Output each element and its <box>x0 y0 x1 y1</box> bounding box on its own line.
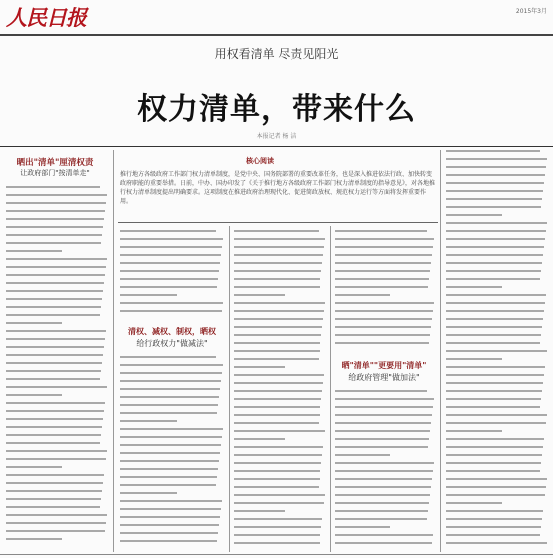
text-line <box>446 310 544 312</box>
text-line <box>6 498 101 500</box>
middle-subhead <box>118 326 226 350</box>
text-line <box>6 282 104 284</box>
text-line <box>446 262 542 264</box>
text-line <box>234 486 319 488</box>
text-line <box>234 438 285 440</box>
text-line <box>446 414 547 416</box>
text-line <box>335 270 430 272</box>
column-rule <box>229 226 230 552</box>
lead-title: 核心阅读 <box>246 157 274 165</box>
text-line <box>446 286 502 288</box>
text-line <box>446 350 547 352</box>
text-line <box>335 486 431 488</box>
masthead-logo: 人民日报 <box>6 5 86 30</box>
text-line <box>335 438 429 440</box>
text-line <box>6 234 102 236</box>
text-line <box>234 510 285 512</box>
text-line <box>446 406 540 408</box>
middle-subhead-subtitle: 给行政权力"做减法" <box>136 339 208 348</box>
text-line <box>120 278 218 280</box>
headline: 权力清单，带来什么 <box>137 92 416 127</box>
text-line <box>234 406 320 408</box>
text-line <box>446 190 543 192</box>
text-line <box>446 254 543 256</box>
text-line <box>6 410 104 412</box>
text-line <box>6 306 101 308</box>
text-line <box>335 422 431 424</box>
text-line <box>6 530 105 532</box>
text-line <box>446 478 547 480</box>
text-line <box>6 226 103 228</box>
text-line <box>446 390 542 392</box>
text-line <box>6 210 105 212</box>
text-line <box>234 262 322 264</box>
text-line <box>6 538 62 540</box>
text-line <box>6 482 103 484</box>
body-column-4a <box>335 230 435 354</box>
text-line <box>446 246 544 248</box>
text-line <box>335 414 432 416</box>
text-line <box>335 342 429 344</box>
text-line <box>446 158 547 160</box>
text-line <box>120 404 218 406</box>
byline: 本报记者 杨 洁 <box>256 133 297 140</box>
text-line <box>446 430 502 432</box>
text-line <box>120 516 220 518</box>
text-line <box>6 402 105 404</box>
header-rule <box>0 34 553 36</box>
text-line <box>446 486 546 488</box>
text-line <box>234 422 319 424</box>
text-line <box>446 366 545 368</box>
text-line <box>234 246 324 248</box>
text-line <box>234 470 320 472</box>
body-column-4b <box>335 390 435 552</box>
text-line <box>234 454 322 456</box>
text-line <box>446 214 502 216</box>
text-line <box>6 458 106 460</box>
column-rule <box>113 150 114 552</box>
left-subhead <box>2 158 108 178</box>
text-line <box>120 540 217 542</box>
text-line <box>446 278 540 280</box>
text-line <box>6 426 102 428</box>
text-line <box>446 222 547 224</box>
text-line <box>446 454 542 456</box>
text-line <box>446 422 546 424</box>
text-line <box>234 302 325 304</box>
left-subhead-title: 晒出"清单"厘清权责 <box>16 158 94 168</box>
text-line <box>335 318 432 320</box>
text-line <box>335 302 434 304</box>
text-line <box>335 478 432 480</box>
body-column-5 <box>446 150 548 552</box>
text-line <box>6 490 102 492</box>
text-line <box>6 378 100 380</box>
text-line <box>446 302 545 304</box>
text-line <box>446 438 544 440</box>
text-line <box>234 542 320 544</box>
text-line <box>446 470 540 472</box>
text-line <box>120 396 219 398</box>
text-line <box>234 350 320 352</box>
text-line <box>234 318 323 320</box>
text-line <box>446 198 542 200</box>
text-line <box>120 524 219 526</box>
text-line <box>446 502 502 504</box>
text-line <box>446 446 543 448</box>
text-line <box>6 290 103 292</box>
text-line <box>6 266 106 268</box>
text-line <box>335 510 428 512</box>
text-line <box>446 398 541 400</box>
text-line <box>6 394 62 396</box>
text-line <box>120 428 223 430</box>
column-rule <box>440 150 441 552</box>
text-line <box>120 468 218 470</box>
right-subhead-title: 晒"清单""更要用"清单" <box>341 361 427 370</box>
text-line <box>6 218 104 220</box>
lead-rule <box>118 222 438 223</box>
body-column-2b <box>120 356 224 552</box>
text-line <box>335 294 390 296</box>
text-line <box>335 230 427 232</box>
text-line <box>335 526 390 528</box>
text-line <box>6 322 62 324</box>
text-line <box>335 254 432 256</box>
text-line <box>120 444 221 446</box>
text-line <box>120 294 177 296</box>
text-line <box>6 370 101 372</box>
text-line <box>234 238 325 240</box>
text-line <box>335 542 432 544</box>
text-line <box>120 412 217 414</box>
text-line <box>335 454 390 456</box>
text-line <box>446 542 547 544</box>
text-line <box>234 326 322 328</box>
text-line <box>335 534 433 536</box>
body-column-2a <box>120 230 224 320</box>
text-line <box>6 506 100 508</box>
text-line <box>6 450 107 452</box>
text-line <box>335 406 433 408</box>
text-line <box>234 478 320 480</box>
text-line <box>6 202 106 204</box>
text-line <box>335 326 431 328</box>
text-line <box>335 246 433 248</box>
text-line <box>446 534 540 536</box>
text-line <box>6 386 107 388</box>
text-line <box>335 430 430 432</box>
text-line <box>446 462 541 464</box>
text-line <box>6 466 62 468</box>
text-line <box>446 294 546 296</box>
text-line <box>335 502 429 504</box>
text-line <box>234 310 324 312</box>
text-line <box>234 494 325 496</box>
text-line <box>335 334 430 336</box>
text-line <box>446 334 541 336</box>
text-line <box>446 270 541 272</box>
text-line <box>120 484 216 486</box>
text-line <box>6 186 100 188</box>
text-line <box>6 442 100 444</box>
text-line <box>120 476 217 478</box>
text-line <box>120 270 219 272</box>
text-line <box>446 526 541 528</box>
text-line <box>234 414 320 416</box>
text-line <box>234 382 323 384</box>
kicker: 用权看清单 尽责见阳光 <box>214 47 339 61</box>
text-line <box>6 434 101 436</box>
text-line <box>6 242 101 244</box>
text-line <box>120 380 221 382</box>
text-line <box>446 326 542 328</box>
lead-paragraph: 推行地方各级政府工作部门权力清单制度，是党中央、国务院部署的重要改革任务，也是深入推进依法行政、加快转变政府职能的重要举措。日前，中办、国办印发了《关于推行地方各级政府工作部门权力清单制度的指导意见》，对各地推行权力清单制度提出明确要求。这项制度在推进政府治理现代化、促进简政放权、规范权力运行等方面将发挥重要作用。 <box>120 171 436 205</box>
text-line <box>234 254 323 256</box>
text-line <box>446 182 544 184</box>
text-line <box>120 310 222 312</box>
body-column-1 <box>6 186 108 552</box>
text-line <box>234 230 319 232</box>
text-line <box>6 194 107 196</box>
text-line <box>120 286 217 288</box>
text-line <box>335 278 429 280</box>
text-line <box>446 230 546 232</box>
text-line <box>234 446 323 448</box>
text-line <box>234 334 321 336</box>
text-line <box>234 390 322 392</box>
text-line <box>446 342 540 344</box>
text-line <box>335 286 428 288</box>
text-line <box>335 262 431 264</box>
text-line <box>234 366 285 368</box>
text-line <box>335 462 434 464</box>
text-line <box>335 446 428 448</box>
text-line <box>446 318 543 320</box>
text-line <box>120 420 177 422</box>
text-line <box>120 436 222 438</box>
text-line <box>120 262 220 264</box>
middle-subhead-title: 清权、减权、制权，晒权 <box>128 327 216 336</box>
text-line <box>6 514 107 516</box>
text-line <box>120 532 218 534</box>
text-line <box>234 398 321 400</box>
text-line <box>234 534 320 536</box>
text-line <box>120 246 222 248</box>
text-line <box>335 310 433 312</box>
text-line <box>234 526 321 528</box>
text-line <box>120 302 223 304</box>
text-line <box>120 508 221 510</box>
text-line <box>446 166 546 168</box>
text-line <box>234 294 285 296</box>
issue-date: 2015年3月 <box>515 8 547 15</box>
text-line <box>120 254 221 256</box>
text-line <box>120 238 223 240</box>
text-line <box>335 390 427 392</box>
text-line <box>120 372 222 374</box>
text-line <box>446 518 542 520</box>
text-line <box>335 398 434 400</box>
text-line <box>234 430 325 432</box>
text-line <box>446 494 545 496</box>
text-line <box>6 418 103 420</box>
text-line <box>446 510 543 512</box>
text-line <box>234 342 320 344</box>
text-line <box>446 150 540 152</box>
bottom-rule <box>0 554 553 555</box>
text-line <box>234 374 324 376</box>
text-line <box>6 250 62 252</box>
text-line <box>234 518 322 520</box>
text-line <box>446 382 543 384</box>
text-line <box>120 460 219 462</box>
text-line <box>6 274 105 276</box>
text-line <box>446 174 545 176</box>
text-line <box>6 474 104 476</box>
left-subhead-subtitle: 让政府部门"按清单走" <box>20 169 90 177</box>
text-line <box>6 330 106 332</box>
text-line <box>120 230 216 232</box>
text-line <box>234 358 319 360</box>
text-line <box>335 238 434 240</box>
text-line <box>6 258 107 260</box>
right-subhead <box>330 360 438 384</box>
text-line <box>234 286 320 288</box>
text-line <box>6 338 105 340</box>
text-line <box>446 358 502 360</box>
text-line <box>120 388 220 390</box>
text-line <box>234 502 324 504</box>
text-line <box>120 500 222 502</box>
text-line <box>446 206 541 208</box>
headline-rule <box>0 146 553 147</box>
column-rule <box>330 226 331 552</box>
body-column-3 <box>234 230 326 552</box>
text-line <box>335 518 427 520</box>
text-line <box>6 298 102 300</box>
text-line <box>6 522 106 524</box>
text-line <box>6 346 104 348</box>
text-line <box>6 314 100 316</box>
text-line <box>335 470 433 472</box>
text-line <box>446 238 545 240</box>
text-line <box>234 278 320 280</box>
text-line <box>120 364 223 366</box>
text-line <box>234 270 321 272</box>
text-line <box>120 492 177 494</box>
right-subhead-subtitle: 给政府管理"做加法" <box>348 373 420 382</box>
text-line <box>6 354 103 356</box>
text-line <box>234 462 321 464</box>
text-line <box>120 452 220 454</box>
text-line <box>120 356 216 358</box>
text-line <box>335 494 430 496</box>
text-line <box>6 362 102 364</box>
text-line <box>446 374 544 376</box>
